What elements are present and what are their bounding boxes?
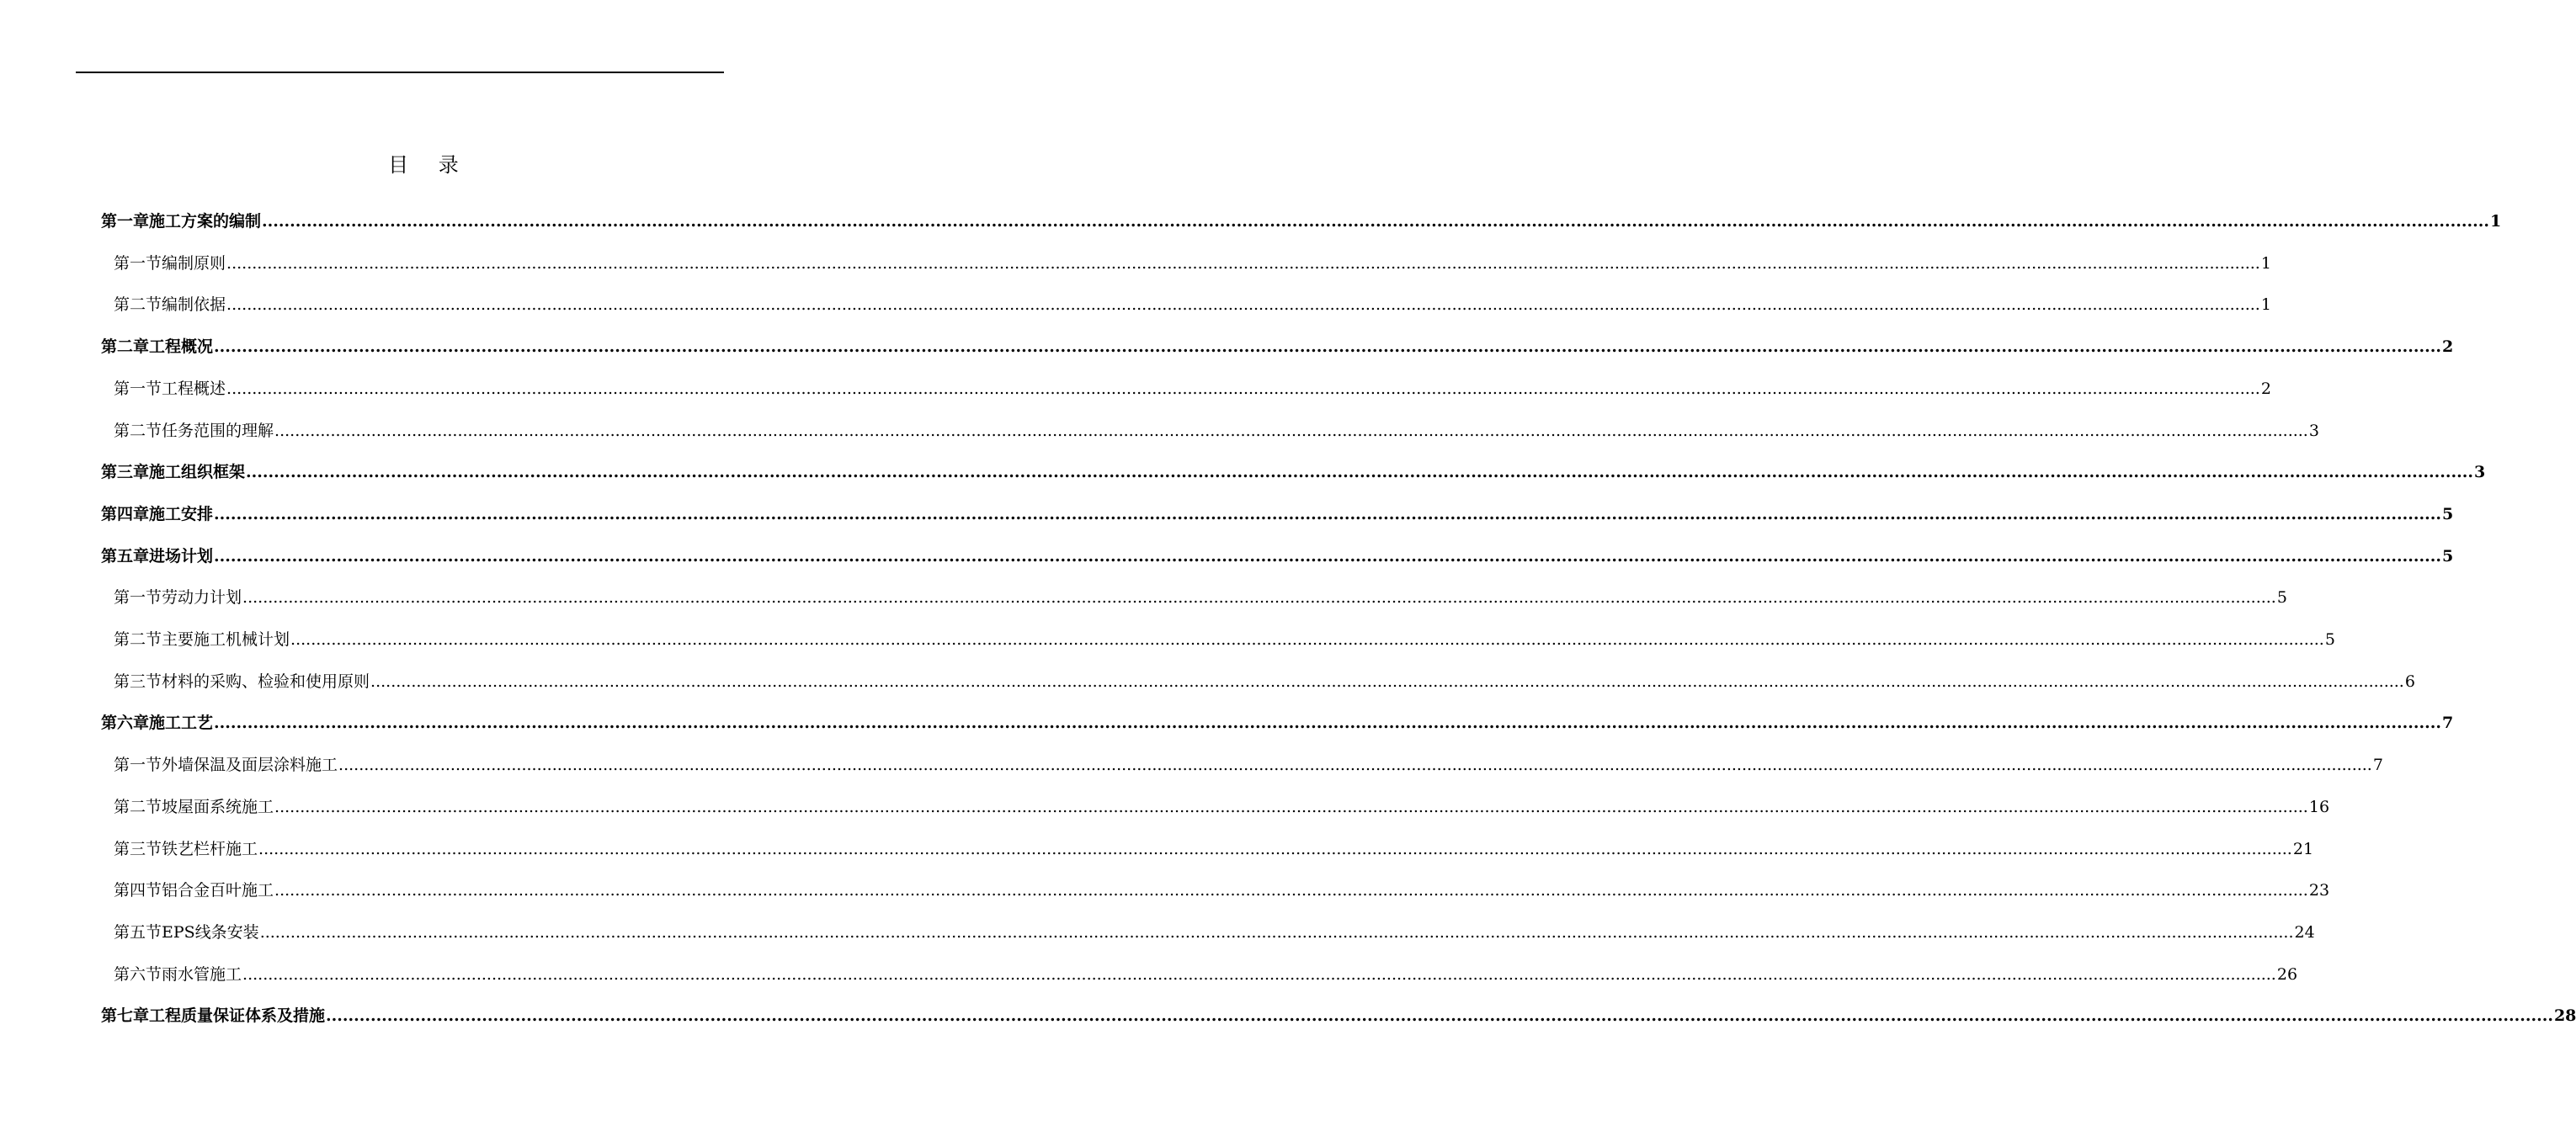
dot-leader: ................................................................................................................................................................................................................................................................................................................................................................................................................: [290, 630, 2324, 649]
toc-section-entry[interactable]: [114, 920, 2315, 945]
dot-leader: ................................................................................................................................................................................................................................................................................................................................................................................................................: [274, 881, 2308, 900]
toc-section-entry[interactable]: [114, 836, 2314, 862]
entry-title: 工程概述: [162, 379, 226, 398]
entry-page-number: 1: [2489, 212, 2502, 231]
entry-page-number: 3: [2473, 463, 2486, 482]
entry-title: 进场计划: [149, 546, 214, 566]
entry-page-number: 5: [2276, 588, 2287, 608]
entry-number: 第三节: [114, 839, 162, 858]
entry-page-number: 5: [2441, 504, 2454, 523]
dot-leader: ................................................................................................................................................................................................................................................................................................................................................................................................................: [214, 714, 2441, 733]
entry-title: EPS线条安装: [162, 922, 259, 942]
toc-section-entry[interactable]: [114, 962, 2298, 987]
entry-number: 第四节: [114, 881, 162, 900]
dot-leader: ................................................................................................................................................................................................................................................................................................................................................................................................................: [214, 337, 2441, 357]
entry-number: 第五章: [101, 546, 150, 566]
toc-chapter-entry[interactable]: [101, 1003, 2576, 1028]
entry-number: 第一节: [114, 253, 162, 273]
toc-chapter-entry[interactable]: [101, 334, 2454, 359]
toc-section-entry[interactable]: [114, 376, 2271, 401]
entry-number: 第二节: [114, 295, 162, 315]
entry-title: 坡屋面系统施工: [162, 797, 274, 816]
entry-title: 施工工艺: [149, 714, 214, 733]
toc-chapter-entry[interactable]: [101, 502, 2454, 527]
dot-leader: ................................................................................................................................................................................................................................................................................................................................................................................................................: [242, 588, 2276, 608]
entry-page-number: 1: [2260, 253, 2271, 273]
entry-title: 材料的采购、检验和使用原则: [162, 672, 370, 691]
toc-section-entry[interactable]: [114, 292, 2271, 317]
toc-section-entry[interactable]: [114, 878, 2330, 903]
toc-section-entry[interactable]: [114, 794, 2330, 820]
entry-number: 第二节: [114, 797, 162, 816]
entry-number: 第二节: [114, 630, 162, 649]
entry-page-number: 21: [2292, 839, 2314, 858]
dot-leader: ................................................................................................................................................................................................................................................................................................................................................................................................................: [246, 463, 2473, 482]
entry-number: 第一节: [114, 379, 162, 398]
entry-title: 劳动力计划: [162, 588, 242, 608]
toc-section-entry[interactable]: [114, 752, 2383, 778]
header-rule: [76, 72, 724, 73]
dot-leader: ................................................................................................................................................................................................................................................................................................................................................................................................................: [274, 421, 2308, 440]
dot-leader: ................................................................................................................................................................................................................................................................................................................................................................................................................: [226, 379, 2260, 398]
entry-page-number: 7: [2372, 756, 2383, 775]
toc-section-entry[interactable]: [114, 418, 2319, 443]
entry-title: 外墙保温及面层涂料施工: [162, 756, 338, 775]
dot-leader: ................................................................................................................................................................................................................................................................................................................................................................................................................: [262, 212, 2489, 231]
entry-page-number: 1: [2260, 295, 2271, 315]
dot-leader: ................................................................................................................................................................................................................................................................................................................................................................................................................: [370, 672, 2404, 691]
toc-chapter-entry[interactable]: [101, 209, 2502, 234]
toc-chapter-entry[interactable]: [101, 544, 2454, 569]
entry-title: 施工方案的编制: [149, 212, 262, 231]
entry-title: 施工安排: [149, 504, 214, 523]
entry-page-number: 23: [2308, 881, 2330, 900]
entry-title: 主要施工机械计划: [162, 630, 290, 649]
entry-number: 第五节: [114, 922, 162, 942]
entry-page-number: 26: [2276, 964, 2298, 984]
entry-page-number: 24: [2294, 922, 2315, 942]
entry-title: 工程质量保证体系及措施: [149, 1006, 326, 1026]
entry-page-number: 16: [2308, 797, 2330, 816]
dot-leader: ................................................................................................................................................................................................................................................................................................................................................................................................................: [258, 839, 2292, 858]
entry-number: 第六章: [101, 714, 150, 733]
entry-number: 第一节: [114, 588, 162, 608]
toc-chapter-entry[interactable]: [101, 459, 2486, 485]
toc-section-entry[interactable]: [114, 669, 2415, 694]
dot-leader: ................................................................................................................................................................................................................................................................................................................................................................................................................: [214, 504, 2441, 523]
entry-title: 铝合金百叶施工: [162, 881, 274, 900]
dot-leader: ................................................................................................................................................................................................................................................................................................................................................................................................................: [226, 295, 2260, 315]
dot-leader: ................................................................................................................................................................................................................................................................................................................................................................................................................: [214, 546, 2441, 566]
dot-leader: ................................................................................................................................................................................................................................................................................................................................................................................................................: [226, 253, 2260, 273]
entry-page-number: 7: [2441, 714, 2454, 733]
dot-leader: ................................................................................................................................................................................................................................................................................................................................................................................................................: [242, 964, 2276, 984]
dot-leader: ................................................................................................................................................................................................................................................................................................................................................................................................................: [259, 922, 2294, 942]
entry-title: 施工组织框架: [149, 463, 246, 482]
toc-section-entry[interactable]: [114, 627, 2335, 652]
toc-section-entry[interactable]: [114, 251, 2271, 276]
dot-leader: ................................................................................................................................................................................................................................................................................................................................................................................................................: [326, 1006, 2553, 1026]
entry-title: 编制依据: [162, 295, 226, 315]
entry-number: 第七章: [101, 1006, 150, 1026]
entry-title: 编制原则: [162, 253, 226, 273]
entry-number: 第四章: [101, 504, 150, 523]
dot-leader: ................................................................................................................................................................................................................................................................................................................................................................................................................: [274, 797, 2308, 816]
entry-number: 第六节: [114, 964, 162, 984]
entry-page-number: 6: [2404, 672, 2415, 691]
entry-number: 第二章: [101, 337, 150, 357]
entry-page-number: 5: [2324, 630, 2335, 649]
entry-title: 任务范围的理解: [162, 421, 274, 440]
toc-section-entry[interactable]: [114, 585, 2287, 610]
entry-number: 第一节: [114, 756, 162, 775]
dot-leader: ................................................................................................................................................................................................................................................................................................................................................................................................................: [338, 756, 2372, 775]
entry-number: 第三章: [101, 463, 150, 482]
entry-page-number: 2: [2260, 379, 2271, 398]
entry-page-number: 3: [2308, 421, 2319, 440]
entry-page-number: 2: [2441, 337, 2454, 357]
entry-page-number: 28: [2553, 1006, 2576, 1026]
entry-page-number: 5: [2441, 546, 2454, 566]
entry-number: 第二节: [114, 421, 162, 440]
toc-chapter-entry[interactable]: [101, 710, 2454, 735]
toc-title: 目 录: [388, 153, 471, 177]
entry-number: 第三节: [114, 672, 162, 691]
entry-title: 铁艺栏杆施工: [162, 839, 258, 858]
entry-title: 雨水管施工: [162, 964, 242, 984]
entry-number: 第一章: [101, 212, 150, 231]
entry-title: 工程概况: [149, 337, 214, 357]
